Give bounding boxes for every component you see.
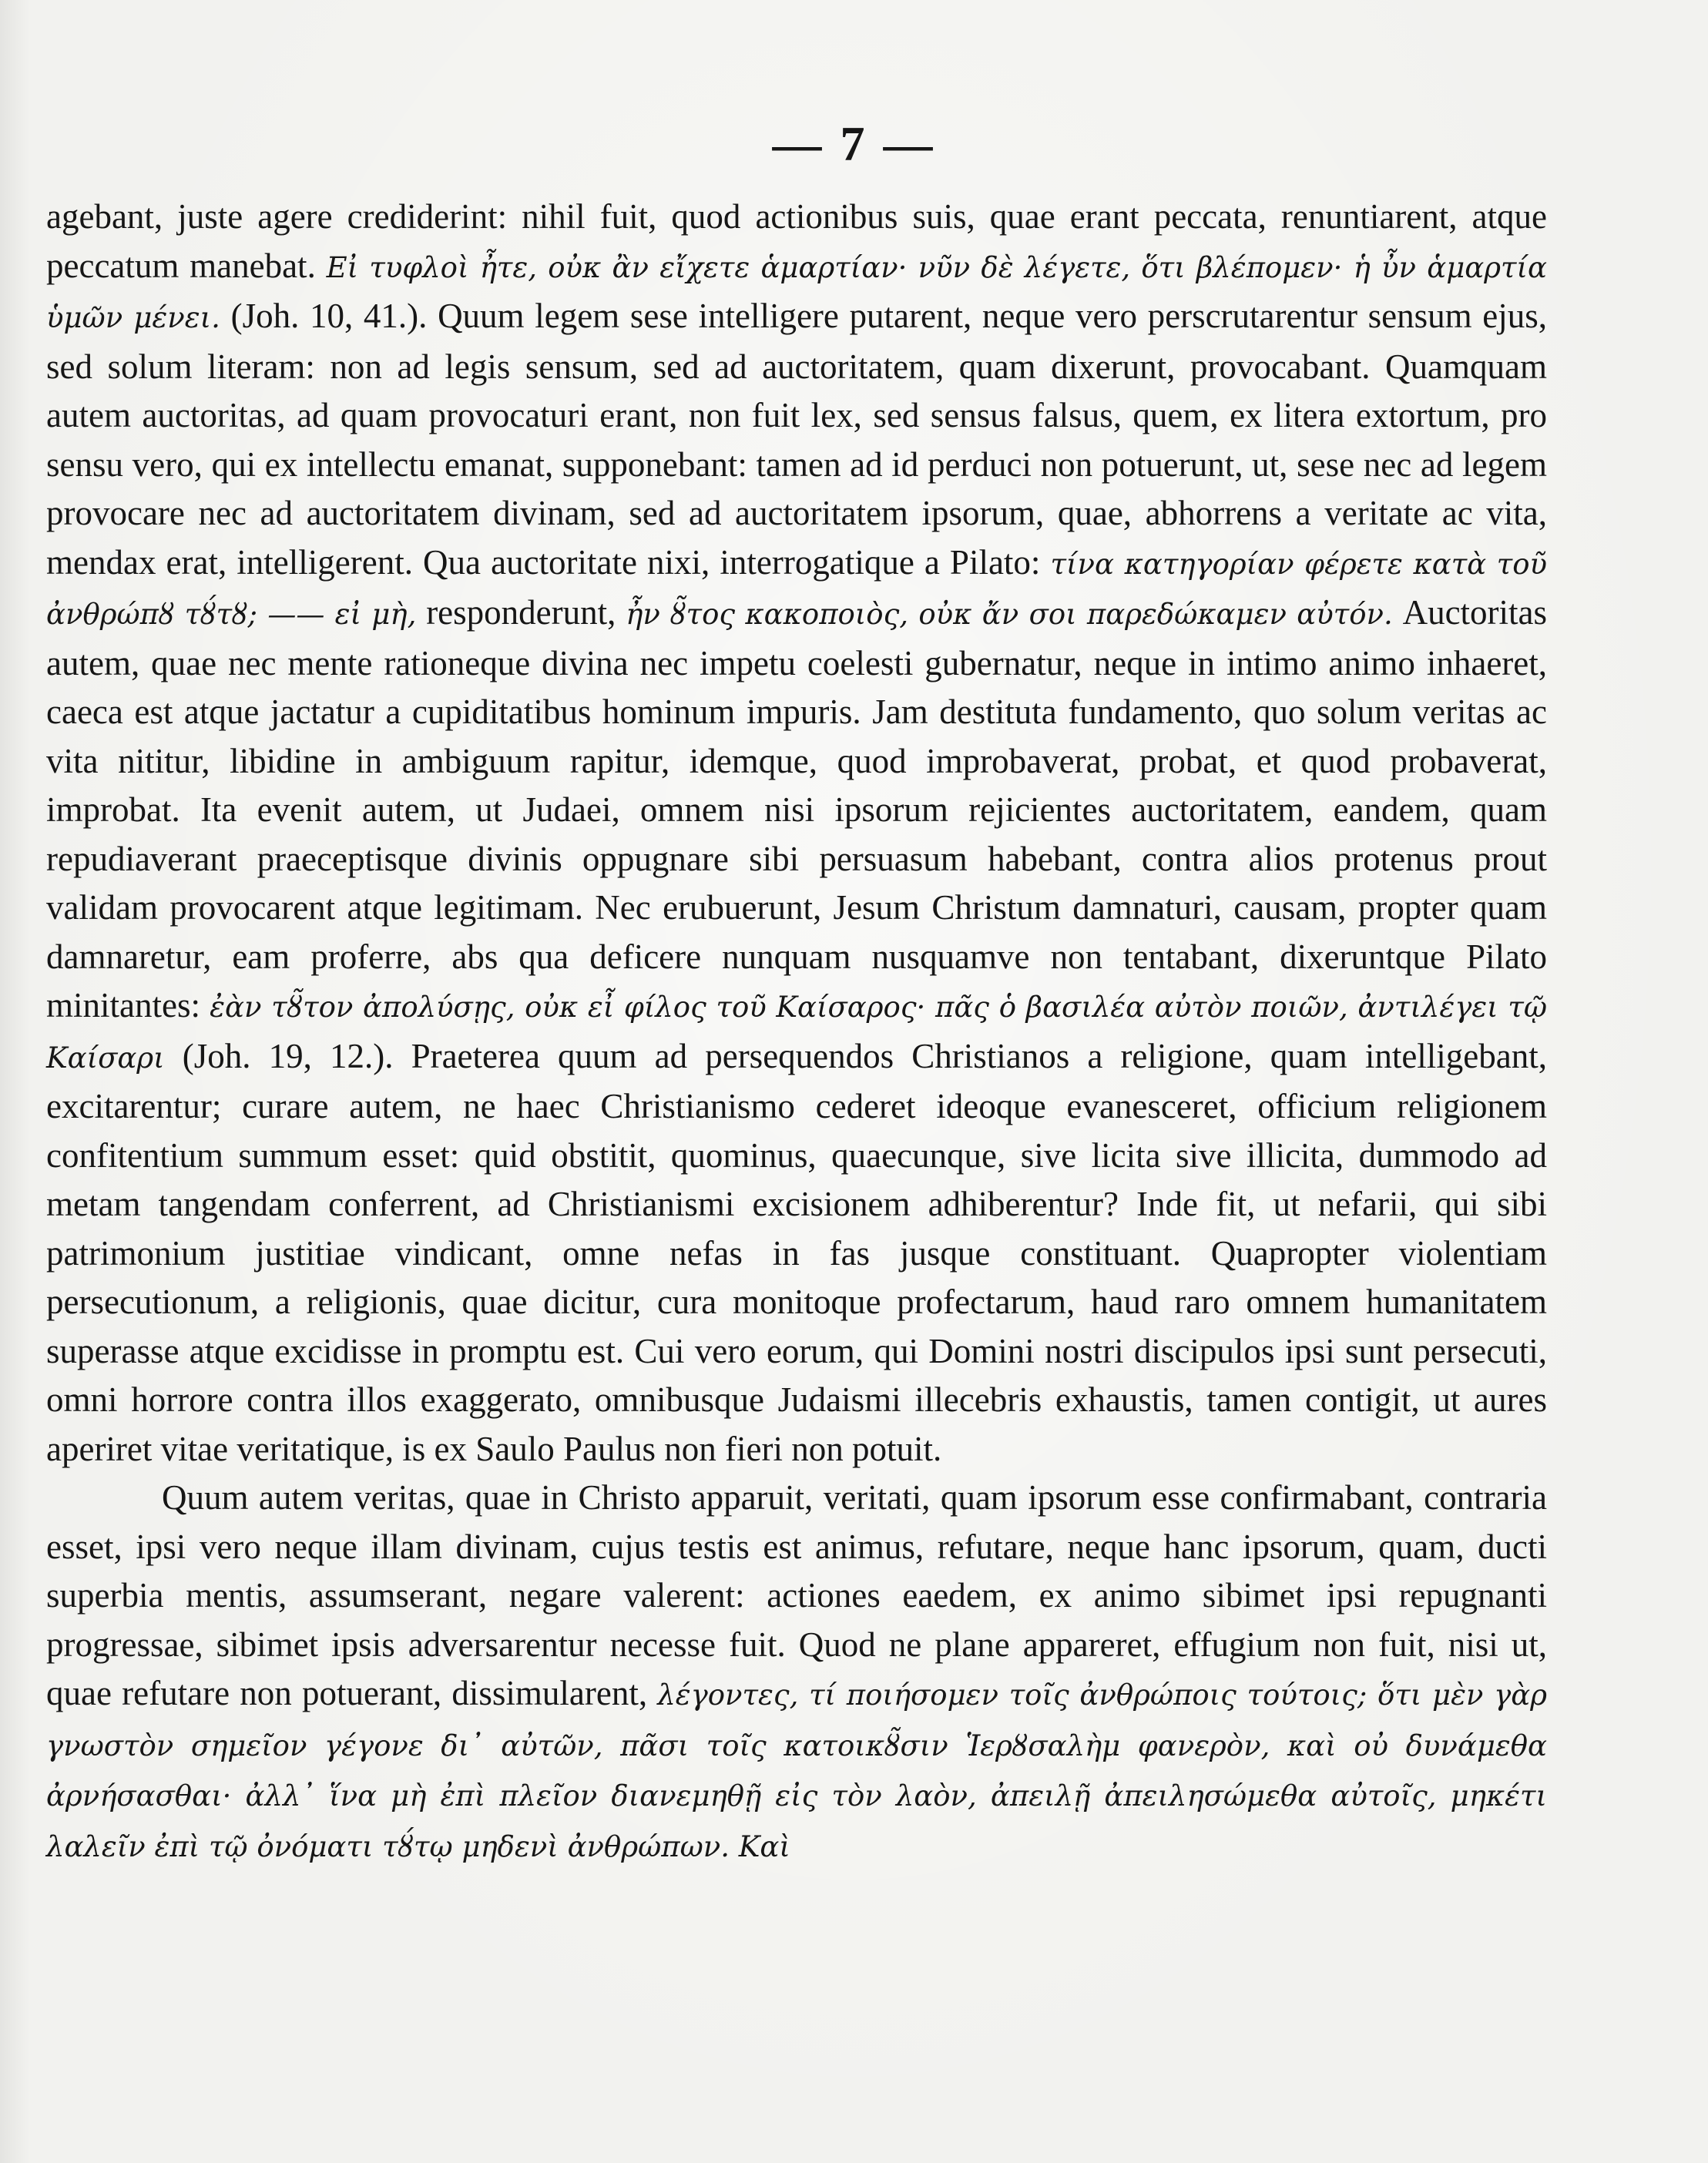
scripture-reference: (Joh. 10, 41.). xyxy=(230,297,428,335)
greek-quotation: λέγοντες, τί ποιήσομεν τοῖς ἀνθρώποις τούτοις; ὅτι μὲν γὰρ γνωστὸν σημεῖον γέγονε δι᾽ αὐτῶν, πᾶσι τοῖς κατοικȣ̃σιν Ἱερȣσαλὴμ φανερὸν, καὶ οὐ δυνάμεθα ἀρνήσασθαι· ἀλλ᾽ ἵνα μὴ ἐπὶ πλεῖον διανεμηθῇ εἰς τὸν λαὸν, ἀπειλῇ ἀπειλησώμεθα αὐτοῖς, μηκέτι λαλεῖν ἐπὶ τῷ ὀνόματι τȣ́τῳ μηδενὶ ἀνθρώπων. Καὶ xyxy=(46,1678,1548,1863)
greek-quotation: ἦν ȣ̃τος κακοποιὸς, οὐκ ἄν σοι παρεδώκαμεν αὐτόν. xyxy=(626,598,1393,631)
paragraph-2 xyxy=(46,1474,1547,1871)
latin-text: Praeterea quum ad persequendos Christianos a religione, quam intelligebant, excitarentur; curare autem, ne haec Christianismo cederet ideoque evanesceret, officium religionem confitentium summum esset: quid obstitit, quominus, quaecunque, sive licita sive illicita, dummodo ad metam tangendam conferrent, ad Christianismi excisionem adhiberentur? Inde fit, ut nefarii, qui sibi patrimonium justitiae vindicant, omne nefas in fas jusque constituant. Quapropter violentiam persecutionum, a religionis, quae dicitur, cura monitoque profectarum, haud raro omnem humanitatem superasse atque excidisse in promptu est. Cui vero eorum, qui Domini nostri discipulos ipsi sunt persecuti, omni horrore contra illos exaggerato, omnibusque Judaismi illecebris exhaustis, tamen contigit, ut aures aperiret vitae veritatique, is ex Saulo Paulus non fieri non potuit. xyxy=(46,1036,1548,1468)
latin-text: Auctoritas autem, quae nec mente rationeque divina nec impetu coelesti gubernatur, neque in intimo animo inhaeret, caeca est atque jactatur a cupiditatibus hominum impuris. Jam destituta fundamento, quo solum veritas ac vita nititur, libidine in ambiguum rapitur, idemque, quod improbaverat, probat, et quod probaverat, improbat. Ita evenit autem, ut Judaei, omnem nisi ipsorum rejicientes auctoritatem, eandem, quam repudiaverant praeceptisque divinis oppugnare sibi persuasum habebant, contra alios protenus prout validam provocarent atque legitimam. Nec erubuerunt, Jesum Christum damnaturi, causam, propter quam damnaretur, eam proferre, abs qua deficere nunquam nusquamve non tentabant, dixeruntque Pilato minitantes: xyxy=(46,593,1548,1024)
latin-text: agebant, juste agere crediderint: nihil fuit, quod actionibus suis, quae erant peccata, renuntiarent, atque peccatum manebat. xyxy=(46,197,1547,285)
scripture-reference: (Joh. 19, 12.). xyxy=(182,1036,394,1075)
latin-text: Quum legem sese intelligere putarent, neque vero perscrutarentur sensum ejus, sed solum literam: non ad legis sensum, sed ad auctoritatem, quam dixerunt, provocabant. Quamquam autem auctoritas, ad quam provocaturi erant, non fuit lex, sed sensus falsus, quem, ex litera extortum, pro sensu vero, qui ex intellectu emanat, supponebant: tamen ad id perduci non potuerunt, ut, sese nec ad legem provocare nec ad auctoritatem divinam, sed ad auctoritatem ipsorum, quae, abhorrens a veritate ac vita, mendax erat, intelligerent. Qua auctoritate nixi, interrogatique a Pilato: xyxy=(46,297,1548,582)
greek-quotation: ἐὰν τȣ̃τον ἀπολύσῃς, οὐκ εἶ φίλος τοῦ Καίσαρος· πᾶς ὁ βασιλέα αὐτὸν ποιῶν, ἀντιλέγει τῷ Καίσαρι xyxy=(46,991,1548,1075)
latin-text: Quum autem veritas, quae in Christo apparuit, veritati, quam ipsorum esse confirmabant, contraria esset, ipsi vero neque illam divinam, cujus testis est animus, refutare, neque hanc ipsorum, quam, ducti superbia mentis, assumserant, negare valerent: actiones eaedem, ex animo sibimet ipsi repugnanti progressae, sibimet ipsis adversarentur necesse fuit. Quod ne plane appareret, effugium non fuit, nisi ut, quae refutare non potuerant, dissimularent, xyxy=(46,1478,1547,1712)
paragraph-1 xyxy=(46,193,1547,1474)
latin-text: responderunt, xyxy=(426,593,616,632)
page-number: — 7 — xyxy=(772,116,936,171)
greek-quotation: τίνα κατηγορίαν φέρετε κατὰ τοῦ ἀνθρώπȣ τȣ́τȣ; —— εἰ μὴ, xyxy=(46,547,1547,631)
body-text xyxy=(46,193,1547,1871)
greek-quotation: Εἰ τυφλοὶ ἦτε, οὐκ ἂν εἴχετε ἁμαρτίαν· νῦν δὲ λέγετε, ὅτι βλέπομεν· ἡ ὖν ἁμαρτία ὑμῶν μένει. xyxy=(46,250,1548,334)
